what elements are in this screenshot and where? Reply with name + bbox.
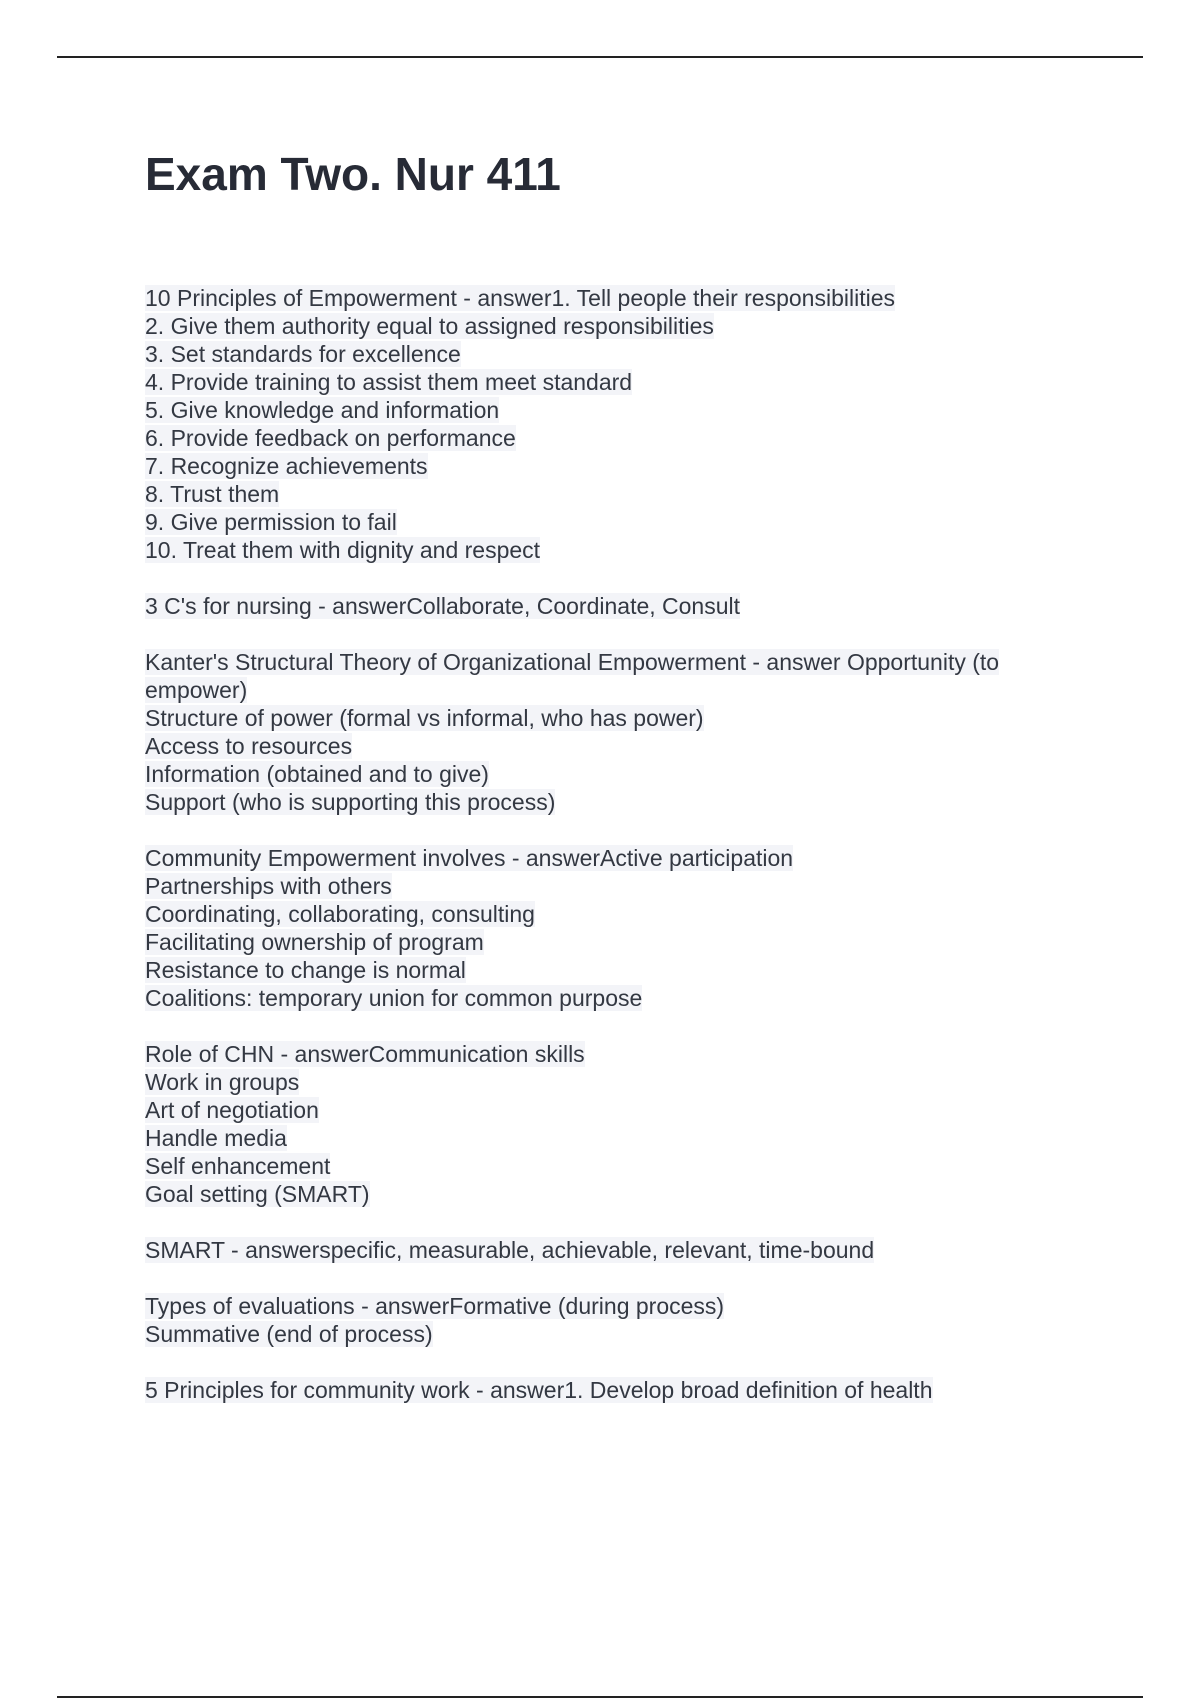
text-line: Information (obtained and to give) bbox=[145, 761, 489, 787]
text-line: Community Empowerment involves - answerActive participation bbox=[145, 845, 794, 871]
text-line: Partnerships with others bbox=[145, 873, 392, 899]
text-line: 2. Give them authority equal to assigned responsibilities bbox=[145, 313, 714, 339]
text-line: 10 Principles of Empowerment - answer1. Tell people their responsibilities bbox=[145, 285, 895, 311]
top-divider bbox=[57, 56, 1143, 58]
text-line: Access to resources bbox=[145, 733, 353, 759]
text-line: Kanter's Structural Theory of Organizational Empowerment - answer Opportunity (to bbox=[145, 649, 1000, 675]
text-line: Art of negotiation bbox=[145, 1097, 319, 1123]
page-title: Exam Two. Nur 411 bbox=[145, 148, 561, 200]
text-line: Types of evaluations - answerFormative (during process) bbox=[145, 1293, 725, 1319]
text-line: Role of CHN - answerCommunication skills bbox=[145, 1041, 585, 1067]
text-line: 7. Recognize achievements bbox=[145, 453, 428, 479]
text-line: 3 C's for nursing - answerCollaborate, Coordinate, Consult bbox=[145, 593, 741, 619]
text-line: 9. Give permission to fail bbox=[145, 509, 397, 535]
qa-block-smart bbox=[145, 1236, 1075, 1264]
document-body bbox=[145, 284, 1075, 1432]
qa-block-role-of-chn bbox=[145, 1040, 1075, 1208]
bottom-divider bbox=[57, 1696, 1143, 1698]
text-line: 10. Treat them with dignity and respect bbox=[145, 537, 541, 563]
text-line: Facilitating ownership of program bbox=[145, 929, 484, 955]
text-line: Goal setting (SMART) bbox=[145, 1181, 370, 1207]
text-line: 3. Set standards for excellence bbox=[145, 341, 461, 367]
text-line: Support (who is supporting this process) bbox=[145, 789, 556, 815]
text-line: Coalitions: temporary union for common purpose bbox=[145, 985, 643, 1011]
text-line: 4. Provide training to assist them meet standard bbox=[145, 369, 633, 395]
text-line: Summative (end of process) bbox=[145, 1321, 433, 1347]
text-line: 8. Trust them bbox=[145, 481, 280, 507]
text-line: Structure of power (formal vs informal, who has power) bbox=[145, 705, 704, 731]
qa-block-evaluation-types bbox=[145, 1292, 1075, 1348]
text-line: Work in groups bbox=[145, 1069, 300, 1095]
text-line: empower) bbox=[145, 677, 248, 703]
text-line: 5. Give knowledge and information bbox=[145, 397, 500, 423]
text-line: Self enhancement bbox=[145, 1153, 331, 1179]
text-line: SMART - answerspecific, measurable, achievable, relevant, time-bound bbox=[145, 1237, 875, 1263]
qa-block-empowerment-principles bbox=[145, 284, 1075, 564]
text-line: Handle media bbox=[145, 1125, 287, 1151]
qa-block-community-work-principles bbox=[145, 1376, 1075, 1404]
text-line: Coordinating, collaborating, consulting bbox=[145, 901, 535, 927]
text-line: Resistance to change is normal bbox=[145, 957, 466, 983]
qa-block-kanter-theory bbox=[145, 648, 1075, 816]
text-line: 6. Provide feedback on performance bbox=[145, 425, 516, 451]
text-line: 5 Principles for community work - answer1. Develop broad definition of health bbox=[145, 1377, 933, 1403]
qa-block-community-empowerment bbox=[145, 844, 1075, 1012]
qa-block-three-cs bbox=[145, 592, 1075, 620]
